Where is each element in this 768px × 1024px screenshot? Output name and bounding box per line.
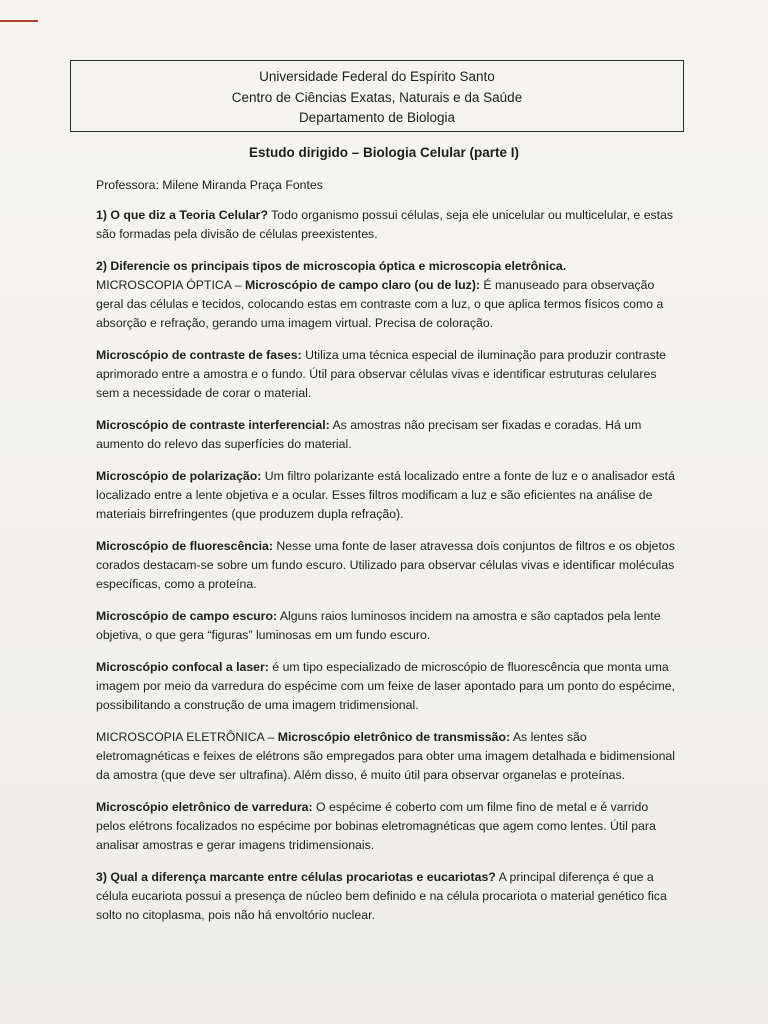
confocal-term: Microscópio confocal a laser: (96, 660, 269, 674)
university-name: Universidade Federal do Espírito Santo (259, 69, 495, 84)
center-name: Centro de Ciências Exatas, Naturais e da Saúde (231, 89, 523, 105)
polarization-term: Microscópio de polarização: (96, 469, 262, 483)
transmission-term: Microscópio eletrônico de transmissão: (277, 730, 511, 744)
answer-3: A principal diferença é que a célula eucariota possui a presença de núcleo bem definido e na célula procariota o material genético fica solto no citoplasma, pois não há envoltório nuclear. (96, 870, 667, 922)
scanning-paragraph (96, 798, 676, 855)
interference-paragraph (96, 416, 676, 454)
answer-1: Todo organismo possui células, seja ele unicelular ou multicelular, e estas são formadas pela divisão de células preexistentes. (96, 208, 674, 241)
interference-term: Microscópio de contraste interferencial: (96, 418, 330, 432)
department-name: Departamento de Biologia (298, 110, 456, 125)
optical-microscopy-label: MICROSCOPIA ÓPTICA – (96, 278, 245, 292)
scanning-term: Microscópio eletrônico de varredura: (96, 800, 313, 814)
question-3-title: 3) Qual a diferença marcante entre células procariotas e eucariotas? (96, 870, 496, 884)
scanning-text: O espécime é coberto com um filme fino de metal e é varrido pelos elétrons focalizados no espécime por bobinas eletromagnéticas que agem como lentes. Útil para analisar amostras e gerar imagens tridimensionais. (96, 800, 656, 852)
confocal-text: é um tipo especializado de microscópio de fluorescência que monta uma imagem por meio da varredura do espécime com um feixe de laser apontado para um ponto do espécime, possibilitando a construção de uma imagem tridimensional. (96, 660, 675, 712)
phase-contrast-paragraph (96, 346, 676, 403)
transmission-paragraph (96, 728, 676, 785)
fluorescence-paragraph (96, 537, 676, 594)
confocal-paragraph (96, 658, 676, 715)
phase-contrast-term: Microscópio de contraste de fases: (96, 348, 302, 362)
phase-contrast-text: Utiliza uma técnica especial de iluminação para produzir contraste aprimorado entre a amostra e o fundo. Útil para observar células vivas e identificar estruturas celulares sem a necessidade de corar o material. (96, 348, 667, 400)
document-title: Estudo dirigido – Biologia Celular (parte I) (248, 145, 520, 160)
polarization-text: Um filtro polarizante está localizado entre a fonte de luz e o analisador está localizado entre a lente objetiva e a ocular. Esses filtros modificam a luz e são eficientes na análise de materiais birrefringentes (que produzem dupla refração). (96, 469, 675, 521)
bright-field-text: É manuseado para observação geral das células e tecidos, colocando estas em contraste com a luz, o que aplica termos físicos como a absorção e refração, gerando uma imagem virtual. Precisa de coloração. (96, 278, 664, 330)
fluorescence-text: Nesse uma fonte de laser atravessa dois conjuntos de filtros e os objetos corados destacam-se sobre um fundo escuro. Utilizado para observar células vivas e identificar moléculas específicas, como a proteína. (96, 539, 675, 591)
question-1-title: 1) O que diz a Teoria Celular? (96, 208, 268, 222)
institution-header (70, 60, 684, 132)
question-3 (96, 868, 676, 925)
document-body (96, 176, 676, 938)
fluorescence-term: Microscópio de fluorescência: (96, 539, 273, 553)
question-2-bright-field (96, 257, 676, 333)
dark-field-paragraph (96, 607, 676, 645)
question-2-title: 2) Diferencie os principais tipos de microscopia óptica e microscopia eletrônica. (96, 259, 567, 273)
dark-field-text: Alguns raios luminosos incidem na amostra e são captados pela lente objetiva, o que gera “figuras” luminosas em um fundo escuro. (96, 609, 661, 642)
interference-text: As amostras não precisam ser fixadas e coradas. Há um aumento do relevo das superfícies do material. (96, 418, 642, 451)
question-1 (96, 206, 676, 244)
transmission-text: As lentes são eletromagnéticas e feixes de elétrons são empregados para obter uma imagem detalhada e bidimensional da amostra (que deve ser ultrafina). Além disso, é muito útil para observar organelas e proteínas. (96, 730, 675, 782)
polarization-paragraph (96, 467, 676, 524)
professor-line: Professora: Milene Miranda Praça Fontes (96, 178, 323, 192)
bright-field-term: Microscópio de campo claro (ou de luz): (244, 278, 481, 292)
dark-field-term: Microscópio de campo escuro: (96, 609, 278, 623)
pen-mark (0, 20, 38, 22)
electron-microscopy-label: MICROSCOPIA ELETRÔNICA – (96, 730, 278, 744)
